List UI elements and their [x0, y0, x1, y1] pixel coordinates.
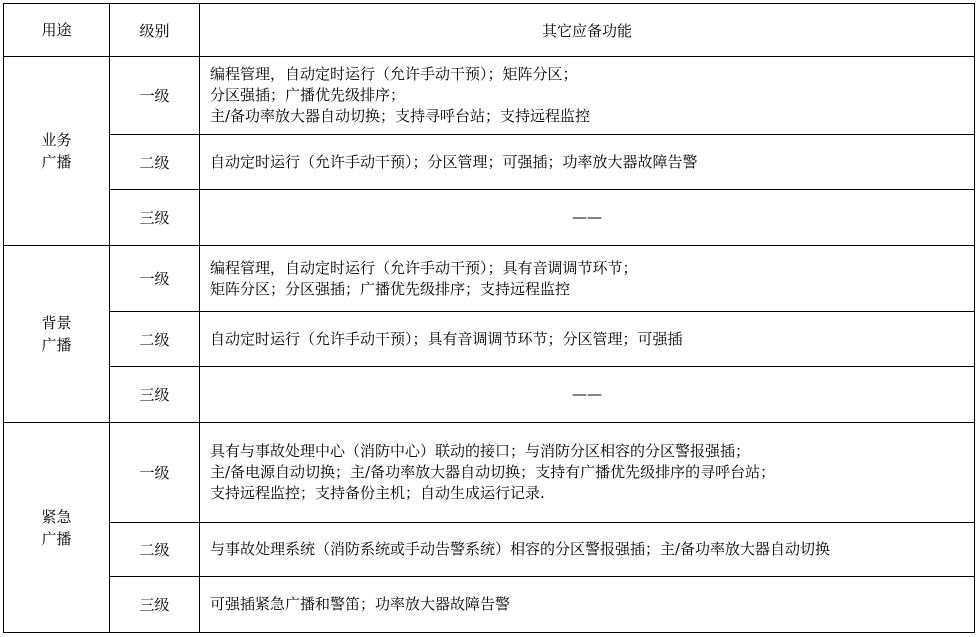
- level-cell: 二级: [110, 523, 200, 577]
- function-line: 具有与事故处理中心（消防中心）联动的接口；与消防分区相容的分区警报强插；: [210, 442, 751, 460]
- dash-placeholder: ——: [572, 385, 602, 403]
- function-line: 编程管理，自动定时运行（允许手动干预）；矩阵分区；: [210, 65, 578, 83]
- function-line: 分区强插；广播优先级排序；: [210, 86, 406, 104]
- level-cell: 二级: [110, 312, 200, 367]
- usage-cell-emergency: [4, 423, 110, 633]
- function-cell: [200, 577, 975, 633]
- usage-label: 业务: [41, 131, 72, 149]
- function-cell: [200, 57, 975, 135]
- table-row: [4, 577, 975, 633]
- table-row: [4, 423, 975, 523]
- usage-label: 广播: [41, 336, 72, 354]
- level-cell: 三级: [110, 190, 200, 246]
- table-row: [4, 190, 975, 246]
- level-cell: 一级: [110, 423, 200, 523]
- table-row: [4, 57, 975, 135]
- usage-label: 广播: [41, 529, 72, 548]
- dash-placeholder: ——: [572, 208, 602, 226]
- function-cell: [200, 523, 975, 577]
- level-cell: 一级: [110, 246, 200, 312]
- function-line: 自动定时运行（允许手动干预）；分区管理；可强插；功率放大器故障告警: [210, 152, 698, 171]
- usage-label: 紧急: [41, 507, 72, 526]
- usage-label: 背景: [41, 314, 72, 332]
- function-cell-empty: [200, 367, 975, 423]
- level-cell: 一级: [110, 57, 200, 135]
- function-cell: [200, 423, 975, 523]
- function-line: 矩阵分区；分区强插；广播优先级排序；支持远程监控: [210, 279, 571, 298]
- function-line: 与事故处理系统（消防系统或手动告警系统）相容的分区警报强插；主/备功率放大器自动切换: [210, 540, 831, 558]
- function-cell: [200, 312, 975, 367]
- function-line: 自动定时运行（允许手动干预）；具有音调调节环节；分区管理；可强插: [210, 329, 683, 348]
- table-row: [4, 135, 975, 190]
- function-line: 支持远程监控；支持备份主机；自动生成运行记录.: [210, 484, 545, 502]
- level-cell: 三级: [110, 577, 200, 633]
- level-cell: 三级: [110, 367, 200, 423]
- level-cell: 二级: [110, 135, 200, 190]
- usage-cell-business: [4, 57, 110, 246]
- function-line: 主/备电源自动切换；主/备功率放大器自动切换；支持有广播优先级排序的寻呼台站；: [210, 463, 776, 481]
- function-line: 可强插紧急广播和警笛；功率放大器故障告警: [210, 595, 511, 613]
- header-functions: 其它应备功能: [200, 4, 975, 57]
- broadcast-function-table: [3, 3, 975, 633]
- table-row: [4, 367, 975, 423]
- function-line: 主/备功率放大器自动切换；支持寻呼台站；支持远程监控: [210, 107, 591, 125]
- header-level: 级别: [110, 4, 200, 57]
- function-cell: [200, 246, 975, 312]
- usage-cell-background: [4, 246, 110, 423]
- usage-label: 广播: [41, 153, 72, 171]
- header-usage: 用途: [4, 4, 110, 57]
- function-line: 编程管理，自动定时运行（允许手动干预）；具有音调调节环节；: [210, 258, 638, 277]
- function-cell-empty: [200, 190, 975, 246]
- table-row: [4, 523, 975, 577]
- table-header-row: [4, 4, 975, 57]
- table-row: [4, 246, 975, 312]
- table-row: [4, 312, 975, 367]
- function-cell: [200, 135, 975, 190]
